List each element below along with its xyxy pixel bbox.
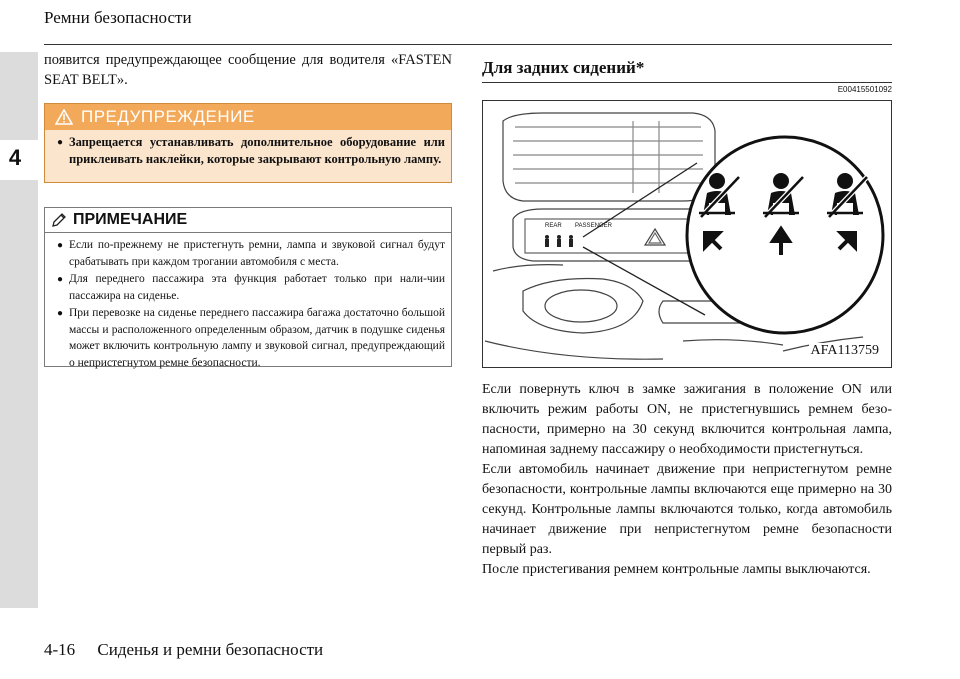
intro-text: появится предупреждающее сообщение для водителя «FASTEN SEAT BELT». — [44, 52, 452, 88]
section-title: Для задних сидений* — [482, 58, 645, 77]
page-number: 4-16 — [44, 640, 76, 659]
warning-header — [45, 104, 451, 130]
bullet-icon: ● — [57, 137, 64, 148]
body-paragraph: После пристегивания ремнем контрольные лампы выключаются. — [482, 562, 871, 577]
body-paragraph: Если повернуть ключ в замке зажигания в положение ON или включить режим работы ON, не пристегнувшись ремнем безо-пасности, примерно на 30 секунд включится контрольная лампа, напоминая заднему пассажиру о необходимости пристегнуться. — [482, 382, 892, 457]
note-title: ПРИМЕЧАНИЕ — [73, 211, 188, 228]
warning-title: ПРЕДУПРЕЖДЕНИЕ — [81, 107, 255, 126]
warning-text — [45, 130, 451, 168]
note-item-text: Если по-прежнему не пристегнуть ремни, лампа и звуковой сигнал будут срабатывать при каждом трогании автомобиля с места. — [69, 239, 445, 268]
warning-text-body: Запрещается устанавливать дополнительное оборудование или приклеивать наклейки, которые закрывают контрольную лампу. — [69, 135, 445, 166]
bullet-icon: ● — [57, 274, 64, 285]
pencil-icon — [51, 212, 67, 228]
warning-box — [44, 103, 452, 183]
figure-label: AFA113759 — [810, 343, 879, 358]
dashboard-figure — [482, 100, 892, 368]
chapter-number: 4 — [8, 145, 22, 170]
panel-label-passenger: PASSENGER — [575, 223, 612, 229]
body-paragraph: Если автомобиль начинает движение при непристегнутом ремне безопасности, контрольные лампы включаются еще примерно на 30 секунд. Контрольные лампы включаются только, когда автомобиль начинает движение при непристегнутом ремне безопасности первый раз. — [482, 462, 892, 557]
note-item-text: При перевозке на сиденье переднего пассажира багажа достаточно большой массы и расположенного определенным образом, датчик в подушке сиденья может включить контрольную лампу и звуковой сигнал, предупреждающий о непристегнутом ремне безопасности. — [69, 307, 445, 369]
note-item — [57, 271, 445, 304]
note-item — [57, 237, 445, 270]
warning-triangle-icon — [55, 109, 73, 125]
note-box — [44, 207, 452, 367]
bullet-icon: ● — [57, 240, 64, 251]
page-footer — [44, 640, 323, 660]
footer-title: Сиденья и ремни безопасности — [97, 640, 324, 659]
body-text — [482, 380, 892, 580]
note-item-text: Для переднего пассажира эта функция работает только при нали-чии пассажира на сиденье. — [69, 273, 445, 302]
bullet-icon: ● — [57, 308, 64, 319]
side-strip — [0, 52, 38, 608]
header-rule — [44, 44, 892, 45]
section-rule — [482, 82, 892, 83]
panel-label-rear: REAR — [545, 223, 562, 229]
note-list — [45, 233, 451, 371]
dashboard-illustration — [483, 101, 892, 368]
note-item — [57, 305, 445, 371]
running-header: Ремни безопасности — [44, 8, 192, 27]
section-code: E00415501092 — [837, 85, 892, 94]
note-header — [45, 208, 451, 233]
